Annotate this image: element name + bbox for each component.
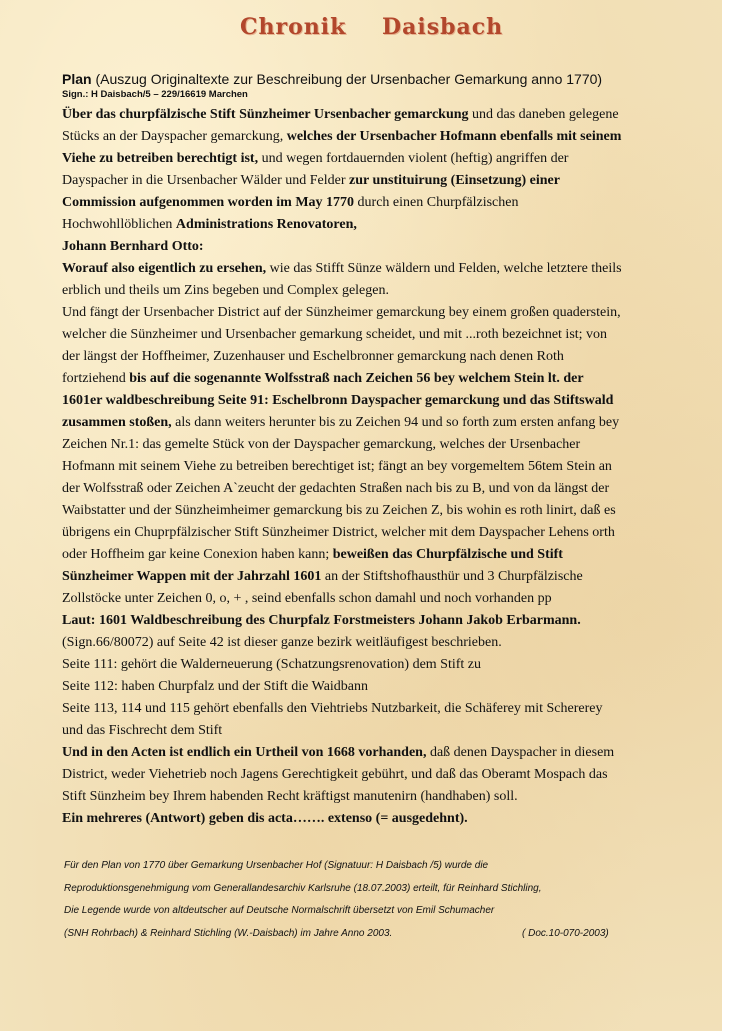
- text-run: Zeichen Nr.1: das gemelte Stück von der Dayspacher gemarckung, welches der Ursenbacher: [62, 437, 581, 452]
- scan-margin: [722, 0, 750, 1031]
- footer-credits: (SNH Rohrbach) & Reinhard Stichling (W.-Daisbach) im Jahre Anno 2003.: [64, 927, 393, 939]
- text-line: [62, 742, 662, 764]
- text-line: [62, 170, 662, 192]
- bold-text: bis auf die sogenannte Wolfsstraß nach Zeichen 56 bey welchem Stein lt. der: [129, 371, 584, 386]
- text-line: [62, 478, 662, 500]
- text-run: Hochwohllöblichen: [62, 217, 176, 232]
- footer-note: [64, 860, 664, 950]
- text-line: [62, 346, 662, 368]
- footer-line-3: Die Legende wurde von altdeutscher auf Deutsche Normalschrift übersetzt von Emil Schumacher: [64, 905, 495, 916]
- text-run: fortziehend: [62, 371, 130, 386]
- footer-line-1: Für den Plan von 1770 über Gemarkung Ursenbacher Hof (Signatuur: H Daisbach /5) wurde die: [64, 860, 489, 871]
- document-number: ( Doc.10-070-2003): [522, 927, 609, 939]
- text-run: Zollstöcke unter Zeichen 0, o, + , seind ebenfalls schon damahl und noch vorhanden pp: [62, 591, 552, 606]
- text-run: welcher die Sünzheimer und Ursenbacher gemarkung scheidet, und mit ...roth bezeichnet ist; von: [62, 327, 608, 342]
- text-line: [62, 434, 662, 456]
- bold-text: Und in den Acten ist endlich ein Urtheil von 1668 vorhanden,: [62, 745, 427, 760]
- bold-text: 1601er waldbeschreibung Seite 91: Eschelbronn Dayspacher gemarckung und das Stiftswald: [62, 393, 614, 408]
- plan-label: Plan: [62, 71, 92, 87]
- text-run: Stift Sünzheim bey Ihrem habenden Recht kräftigst manutenirn (handhaben) soll.: [62, 789, 518, 804]
- text-line: [62, 412, 662, 434]
- text-line: [62, 236, 662, 258]
- text-line: [62, 302, 662, 324]
- text-line: [62, 522, 662, 544]
- text-line: [62, 566, 662, 588]
- bold-text: Johann Bernhard Otto:: [62, 239, 204, 254]
- signature-reference: Sign.: H Daisbach/5 – 229/16619 Marchen: [62, 89, 248, 100]
- text-line: [62, 654, 662, 676]
- text-line: [62, 280, 662, 302]
- text-line: [62, 456, 662, 478]
- text-line: [62, 698, 662, 720]
- plan-heading: [62, 70, 662, 90]
- text-run: durch einen Churpfälzischen: [354, 195, 519, 210]
- page-title: [0, 14, 722, 54]
- bold-text: Sünzheimer Wappen mit der Jahrzahl 1601: [62, 569, 322, 584]
- text-run: (Sign.66/80072) auf Seite 42 ist dieser ganze bezirk weitläufigest beschrieben.: [62, 635, 502, 650]
- title-word-chronik: Chronik: [240, 14, 347, 40]
- plan-subtitle: (Auszug Originaltexte zur Beschreibung der Ursenbacher Gemarkung anno 1770): [91, 71, 603, 87]
- text-line: [62, 192, 662, 214]
- text-line: [62, 104, 662, 126]
- bold-text: welches der Ursenbacher Hofmann ebenfalls mit seinem: [286, 129, 622, 144]
- text-run: und das daneben gelegene: [468, 107, 619, 122]
- text-run: übrigens ein Chuprpfälzischer Stift Sünzheimer District, welcher mit dem Dayspacher Lehens orth: [62, 525, 615, 540]
- text-line: [62, 720, 662, 742]
- text-run: und wegen fortdauernden violent (heftig) angriffen der: [258, 151, 569, 166]
- bold-text: zusammen stoßen,: [62, 415, 172, 430]
- text-run: der Wolfsstraß oder Zeichen A`zeucht der gedachten Straßen nach bis zu B, und von da längst der: [62, 481, 610, 496]
- bold-text: beweißen das Churpfälzische und Stift: [332, 547, 563, 562]
- text-run: District, weder Viehetrieb noch Jagens Gerechtigkeit gebührt, und daß das Oberamt Mospach das: [62, 767, 608, 782]
- text-run: an der Stiftshofhausthür und 3 Churpfälzische: [321, 569, 583, 584]
- text-run: Hofmann mit seinem Viehe zu betreiben berechtiget ist; fängt an bey vorgemeltem 56tem Stein an: [62, 459, 612, 474]
- footer-line-4: [64, 928, 664, 951]
- text-line: [62, 324, 662, 346]
- text-run: Waibstatter und der Sünzheimheimer gemarckung bis zu Zeichen Z, bis wohin es roth linirt, daß es: [62, 503, 616, 518]
- text-line: [62, 148, 662, 170]
- title-word-daisbach: Daisbach: [382, 14, 504, 40]
- text-run: Seite 111: gehört die Walderneuerung (Schatzungsrenovation) dem Stift zu: [62, 657, 482, 672]
- text-line: [62, 610, 662, 632]
- text-line: [62, 588, 662, 610]
- text-run: Seite 112: haben Churpfalz und der Stift die Waidbann: [62, 679, 369, 694]
- text-line: [62, 126, 662, 148]
- bold-text: zur unstituirung (Einsetzung) einer: [349, 173, 560, 188]
- text-run: Seite 113, 114 und 115 gehört ebenfalls den Viehtriebs Nutzbarkeit, die Schäferey mit Schererey: [62, 701, 603, 716]
- bold-text: Ein mehreres (Antwort) geben dis acta……. extenso (= ausgedehnt).: [62, 811, 468, 826]
- text-run: der längst der Hoffheimer, Zuzenhauser und Eschelbronner gemarckung nach denen Roth: [62, 349, 564, 364]
- text-line: [62, 544, 662, 566]
- text-run: erblich und theils um Zins begeben und Complex gelegen.: [62, 283, 389, 298]
- bold-text: Viehe zu betreiben berechtigt ist,: [62, 151, 259, 166]
- text-line: [62, 632, 662, 654]
- bold-text: Commission aufgenommen worden im May 1770: [62, 195, 355, 210]
- text-line: [62, 786, 662, 808]
- text-line: [62, 368, 662, 390]
- text-run: Dayspacher in die Ursenbacher Wälder und Felder: [62, 173, 350, 188]
- text-run: wie das Stifft Sünze wäldern und Felden, welche letztere theils: [266, 261, 622, 276]
- bold-text: Worauf also eigentlich zu ersehen,: [62, 261, 267, 276]
- text-run: und das Fischrecht dem Stift: [62, 723, 223, 738]
- text-line: [62, 214, 662, 236]
- text-run: als dann weiters herunter bis zu Zeichen 94 und so forth zum ersten anfang bey: [171, 415, 620, 430]
- text-line: [62, 676, 662, 698]
- footer-line-2: Reproduktionsgenehmigung vom Generallandesarchiv Karlsruhe (18.07.2003) erteilt, für Reinhard Stichling,: [64, 882, 542, 894]
- bold-text: Über das churpfälzische Stift Sünzheimer Ursenbacher gemarckung: [62, 107, 469, 122]
- text-line: [62, 390, 662, 412]
- text-line: [62, 258, 662, 280]
- text-run: oder Hoffheim gar keine Conexion haben kann;: [62, 547, 333, 562]
- text-run: daß denen Dayspacher in diesem: [426, 745, 615, 760]
- text-run: Und fängt der Ursenbacher District auf der Sünzheimer gemarckung bey einem großen quaderstein,: [62, 305, 621, 320]
- text-line: [62, 764, 662, 786]
- transcription-body: [62, 104, 662, 830]
- text-line: [62, 808, 662, 830]
- text-run: Stücks an der Dayspacher gemarckung,: [62, 129, 287, 144]
- bold-text: Administrations Renovatoren,: [175, 217, 357, 232]
- bold-text: Laut: 1601 Waldbeschreibung des Churpfalz Forstmeisters Johann Jakob Erbarmann.: [62, 613, 581, 628]
- text-line: [62, 500, 662, 522]
